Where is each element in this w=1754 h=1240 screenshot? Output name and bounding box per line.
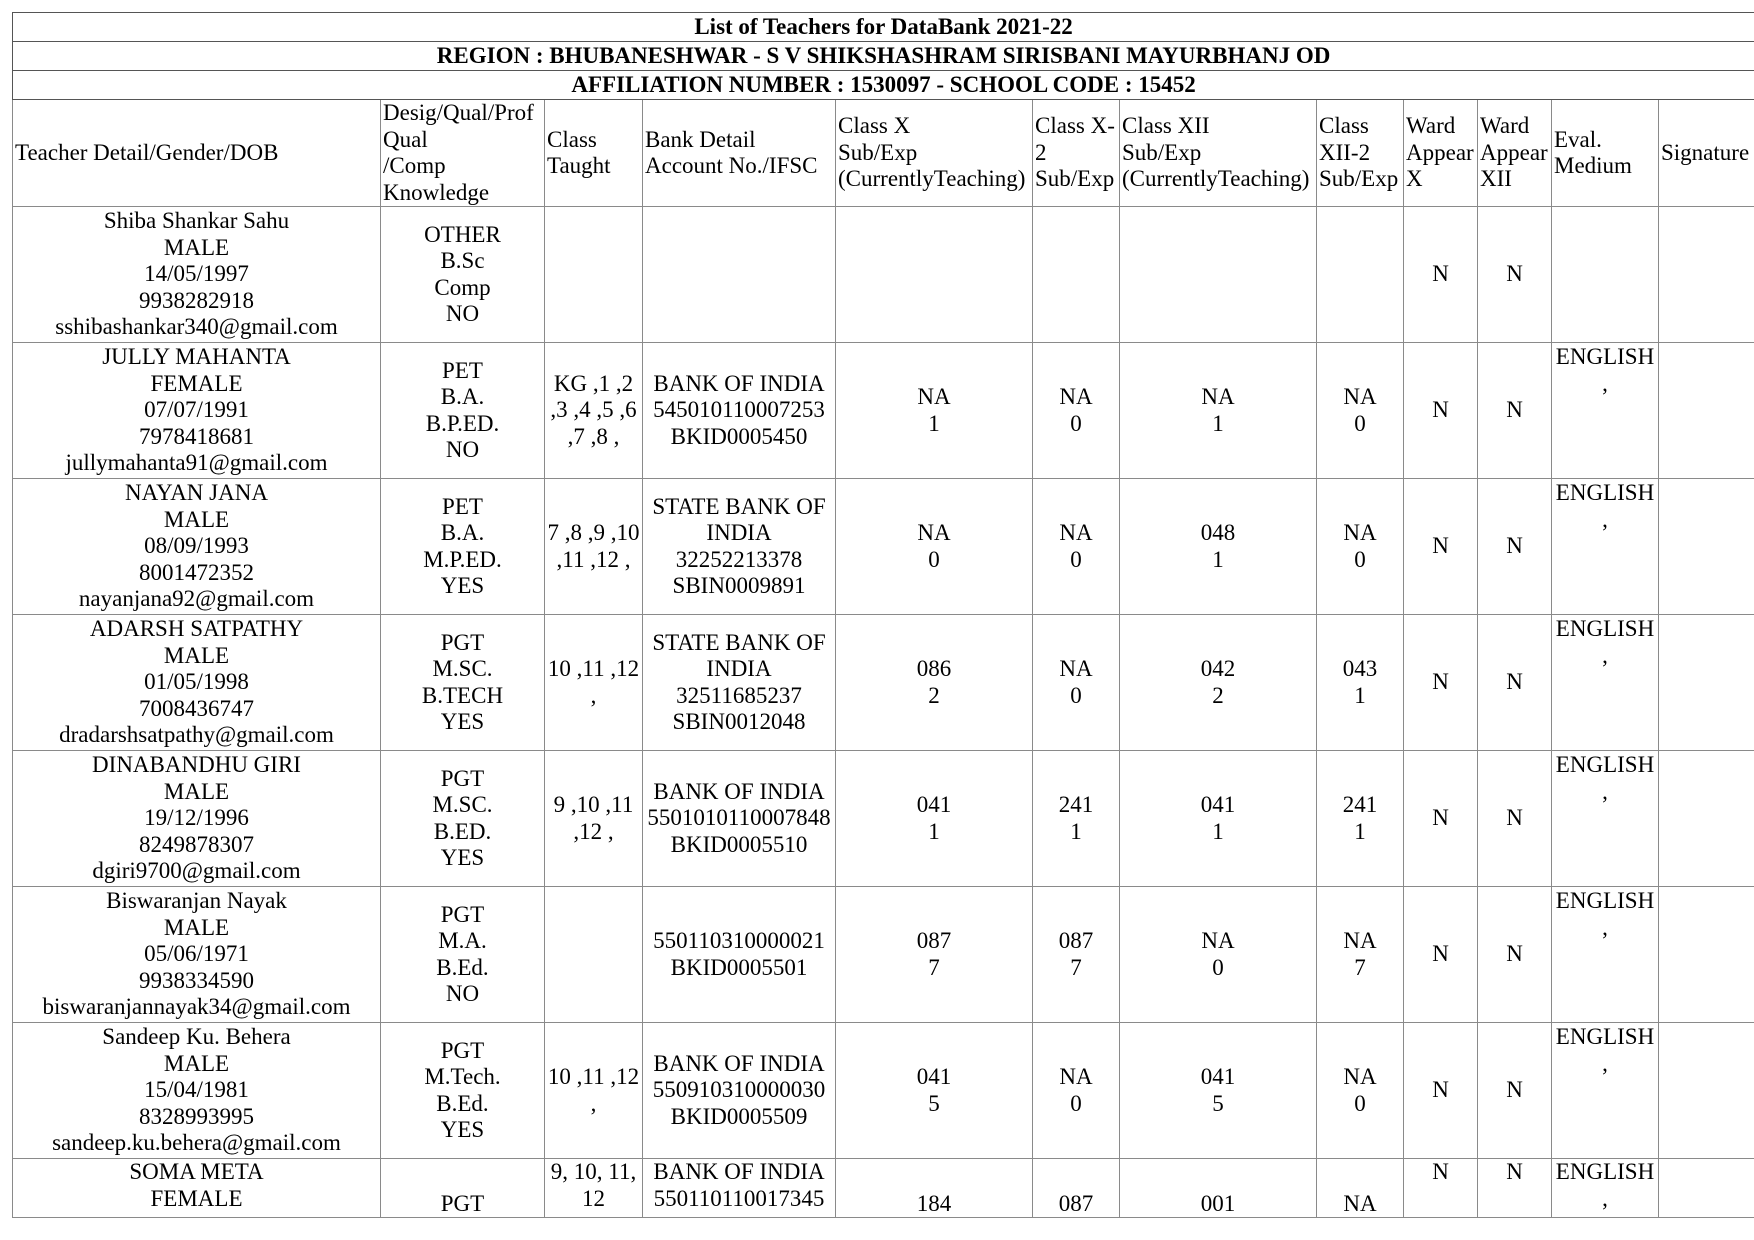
teacher-databank-table bbox=[12, 12, 1754, 1218]
class-xii-cell: NA 0 bbox=[1120, 887, 1317, 1023]
col-class-xii: Class XII Sub/Exp (CurrentlyTeaching) bbox=[1120, 100, 1317, 207]
signature-cell bbox=[1659, 479, 1754, 615]
class-xii-cell: 001 bbox=[1120, 1159, 1317, 1218]
ward-appear-x-cell: N bbox=[1404, 1159, 1478, 1218]
desig-qual-cell: PGT M.SC. B.ED. YES bbox=[381, 751, 545, 887]
desig-qual-cell: PGT M.A. B.Ed. NO bbox=[381, 887, 545, 1023]
ward-appear-xii-cell: N bbox=[1478, 751, 1552, 887]
class-xii2-cell: NA 0 bbox=[1317, 479, 1404, 615]
class-x-cell bbox=[836, 207, 1033, 343]
signature-cell bbox=[1659, 1023, 1754, 1159]
class-x2-cell bbox=[1033, 207, 1120, 343]
class-x-cell: NA 1 bbox=[836, 343, 1033, 479]
class-xii-cell: 041 1 bbox=[1120, 751, 1317, 887]
ward-appear-x-cell: N bbox=[1404, 887, 1478, 1023]
eval-medium-cell: ENGLISH , bbox=[1552, 887, 1659, 1023]
ward-appear-x-cell: N bbox=[1404, 1023, 1478, 1159]
bank-detail-cell: BANK OF INDIA 550110110017345 bbox=[643, 1159, 836, 1218]
eval-medium-cell: ENGLISH , bbox=[1552, 751, 1659, 887]
class-x-cell: 086 2 bbox=[836, 615, 1033, 751]
ward-appear-xii-cell: N bbox=[1478, 479, 1552, 615]
desig-qual-cell: OTHER B.Sc Comp NO bbox=[381, 207, 545, 343]
bank-detail-cell: STATE BANK OF INDIA 32511685237 SBIN0012048 bbox=[643, 615, 836, 751]
class-xii2-cell: NA 0 bbox=[1317, 1023, 1404, 1159]
teacher-row bbox=[13, 207, 1754, 343]
teacher-row bbox=[13, 751, 1754, 887]
signature-cell bbox=[1659, 1159, 1754, 1218]
report-title: List of Teachers for DataBank 2021-22 bbox=[13, 13, 1754, 42]
ward-appear-x-cell: N bbox=[1404, 343, 1478, 479]
class-x-cell: 184 bbox=[836, 1159, 1033, 1218]
class-xii2-cell bbox=[1317, 207, 1404, 343]
class-x2-cell: 241 1 bbox=[1033, 751, 1120, 887]
class-xii-cell: 042 2 bbox=[1120, 615, 1317, 751]
col-class-x: Class X Sub/Exp (CurrentlyTeaching) bbox=[836, 100, 1033, 207]
bank-detail-cell: STATE BANK OF INDIA 32252213378 SBIN0009891 bbox=[643, 479, 836, 615]
affiliation-line: AFFILIATION NUMBER : 1530097 - SCHOOL CODE : 15452 bbox=[13, 71, 1754, 100]
teacher-detail-cell: DINABANDHU GIRI MALE 19/12/1996 8249878307 dgiri9700@gmail.com bbox=[13, 751, 381, 887]
teacher-detail-cell: Shiba Shankar Sahu MALE 14/05/1997 9938282918 sshibashankar340@gmail.com bbox=[13, 207, 381, 343]
bank-detail-cell bbox=[643, 207, 836, 343]
class-xii-cell: NA 1 bbox=[1120, 343, 1317, 479]
class-x2-cell: NA 0 bbox=[1033, 343, 1120, 479]
class-xii2-cell: NA bbox=[1317, 1159, 1404, 1218]
signature-cell bbox=[1659, 207, 1754, 343]
class-taught-cell: 10 ,11 ,12 , bbox=[545, 615, 643, 751]
col-teacher-detail: Teacher Detail/Gender/DOB bbox=[13, 100, 381, 207]
class-x2-cell: NA 0 bbox=[1033, 1023, 1120, 1159]
col-class-taught: Class Taught bbox=[545, 100, 643, 207]
col-bank-detail: Bank Detail Account No./IFSC bbox=[643, 100, 836, 207]
class-xii2-cell: NA 7 bbox=[1317, 887, 1404, 1023]
class-taught-cell bbox=[545, 207, 643, 343]
eval-medium-cell: ENGLISH , bbox=[1552, 1159, 1659, 1218]
eval-medium-cell bbox=[1552, 207, 1659, 343]
eval-medium-cell: ENGLISH , bbox=[1552, 479, 1659, 615]
ward-appear-xii-cell: N bbox=[1478, 887, 1552, 1023]
signature-cell bbox=[1659, 887, 1754, 1023]
col-signature: Signature bbox=[1659, 100, 1754, 207]
class-x2-cell: NA 0 bbox=[1033, 479, 1120, 615]
teacher-detail-cell: SOMA META FEMALE bbox=[13, 1159, 381, 1218]
class-x2-cell: NA 0 bbox=[1033, 615, 1120, 751]
ward-appear-x-cell: N bbox=[1404, 751, 1478, 887]
class-xii2-cell: 241 1 bbox=[1317, 751, 1404, 887]
class-xii-cell: 048 1 bbox=[1120, 479, 1317, 615]
teacher-row bbox=[13, 1023, 1754, 1159]
class-taught-cell: 10 ,11 ,12 , bbox=[545, 1023, 643, 1159]
teacher-detail-cell: Sandeep Ku. Behera MALE 15/04/1981 8328993995 sandeep.ku.behera@gmail.com bbox=[13, 1023, 381, 1159]
class-taught-cell: 9, 10, 11, 12 bbox=[545, 1159, 643, 1218]
col-class-xii2: Class XII-2 Sub/Exp bbox=[1317, 100, 1404, 207]
ward-appear-xii-cell: N bbox=[1478, 343, 1552, 479]
bank-detail-cell: 550110310000021 BKID0005501 bbox=[643, 887, 836, 1023]
col-ward-appear-xii: Ward Appear XII bbox=[1478, 100, 1552, 207]
class-taught-cell: 7 ,8 ,9 ,10 ,11 ,12 , bbox=[545, 479, 643, 615]
ward-appear-xii-cell: N bbox=[1478, 1023, 1552, 1159]
class-x-cell: 087 7 bbox=[836, 887, 1033, 1023]
signature-cell bbox=[1659, 615, 1754, 751]
class-x2-cell: 087 7 bbox=[1033, 887, 1120, 1023]
ward-appear-xii-cell: N bbox=[1478, 615, 1552, 751]
bank-detail-cell: BANK OF INDIA 545010110007253 BKID0005450 bbox=[643, 343, 836, 479]
eval-medium-cell: ENGLISH , bbox=[1552, 1023, 1659, 1159]
class-taught-cell bbox=[545, 887, 643, 1023]
class-x-cell: 041 1 bbox=[836, 751, 1033, 887]
ward-appear-x-cell: N bbox=[1404, 207, 1478, 343]
column-header-row bbox=[13, 100, 1754, 207]
ward-appear-xii-cell: N bbox=[1478, 1159, 1552, 1218]
class-xii-cell: 041 5 bbox=[1120, 1023, 1317, 1159]
teacher-row bbox=[13, 615, 1754, 751]
signature-cell bbox=[1659, 751, 1754, 887]
class-x2-cell: 087 bbox=[1033, 1159, 1120, 1218]
ward-appear-x-cell: N bbox=[1404, 615, 1478, 751]
desig-qual-cell: PGT M.SC. B.TECH YES bbox=[381, 615, 545, 751]
signature-cell bbox=[1659, 343, 1754, 479]
ward-appear-xii-cell: N bbox=[1478, 207, 1552, 343]
class-x-cell: 041 5 bbox=[836, 1023, 1033, 1159]
ward-appear-x-cell: N bbox=[1404, 479, 1478, 615]
teacher-row bbox=[13, 1159, 1754, 1218]
class-taught-cell: KG ,1 ,2 ,3 ,4 ,5 ,6 ,7 ,8 , bbox=[545, 343, 643, 479]
class-xii2-cell: NA 0 bbox=[1317, 343, 1404, 479]
teacher-row bbox=[13, 479, 1754, 615]
col-class-x2: Class X- 2 Sub/Exp bbox=[1033, 100, 1120, 207]
col-ward-appear-x: Ward Appear X bbox=[1404, 100, 1478, 207]
teacher-row bbox=[13, 887, 1754, 1023]
teacher-detail-cell: ADARSH SATPATHY MALE 01/05/1998 7008436747 dradarshsatpathy@gmail.com bbox=[13, 615, 381, 751]
col-desig-qual: Desig/Qual/Prof Qual /Comp Knowledge bbox=[381, 100, 545, 207]
eval-medium-cell: ENGLISH , bbox=[1552, 343, 1659, 479]
eval-medium-cell: ENGLISH , bbox=[1552, 615, 1659, 751]
bank-detail-cell: BANK OF INDIA 550910310000030 BKID0005509 bbox=[643, 1023, 836, 1159]
teacher-row bbox=[13, 343, 1754, 479]
desig-qual-cell: PET B.A. M.P.ED. YES bbox=[381, 479, 545, 615]
desig-qual-cell: PGT M.Tech. B.Ed. YES bbox=[381, 1023, 545, 1159]
desig-qual-cell: PET B.A. B.P.ED. NO bbox=[381, 343, 545, 479]
class-xii-cell bbox=[1120, 207, 1317, 343]
region-line: REGION : BHUBANESHWAR - S V SHIKSHASHRAM SIRISBANI MAYURBHANJ OD bbox=[13, 42, 1754, 71]
teacher-detail-cell: Biswaranjan Nayak MALE 05/06/1971 9938334590 biswaranjannayak34@gmail.com bbox=[13, 887, 381, 1023]
class-x-cell: NA 0 bbox=[836, 479, 1033, 615]
desig-qual-cell: PGT bbox=[381, 1159, 545, 1218]
teacher-detail-cell: JULLY MAHANTA FEMALE 07/07/1991 7978418681 jullymahanta91@gmail.com bbox=[13, 343, 381, 479]
class-xii2-cell: 043 1 bbox=[1317, 615, 1404, 751]
bank-detail-cell: BANK OF INDIA 5501010110007848 BKID0005510 bbox=[643, 751, 836, 887]
col-eval-medium: Eval. Medium bbox=[1552, 100, 1659, 207]
teacher-detail-cell: NAYAN JANA MALE 08/09/1993 8001472352 nayanjana92@gmail.com bbox=[13, 479, 381, 615]
class-taught-cell: 9 ,10 ,11 ,12 , bbox=[545, 751, 643, 887]
